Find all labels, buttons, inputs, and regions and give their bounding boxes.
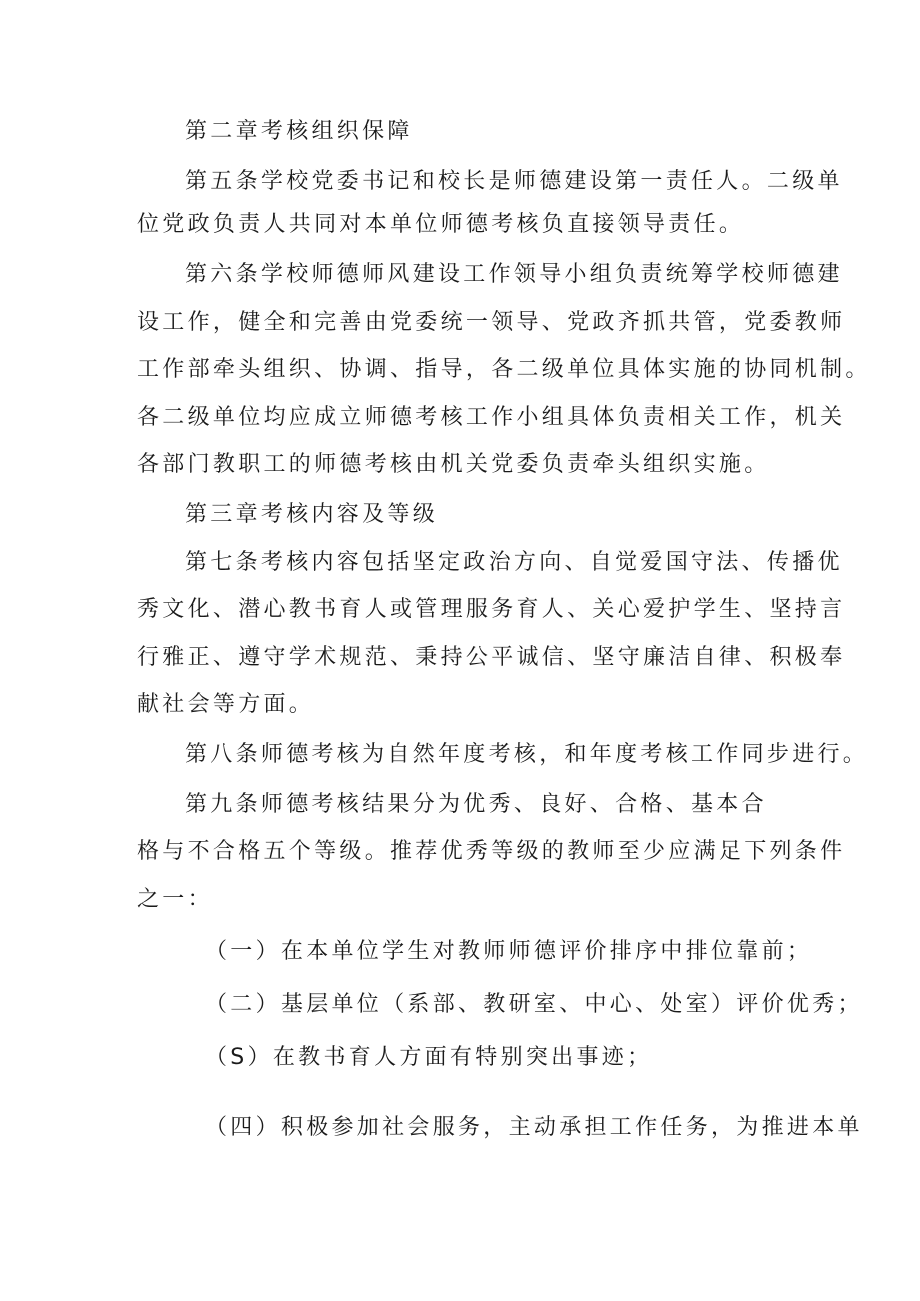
paragraph-line: 第九条师德考核结果分为优秀、良好、合格、基本合 <box>185 792 767 817</box>
paragraph-line: 各二级单位均应成立师德考核工作小组具体负责相关工作，机关 <box>137 405 846 430</box>
list-item: （S）在教书育人方面有特别突出事迹； <box>205 1045 653 1070</box>
paragraph-line: 设工作，健全和完善由党委统一领导、党政齐抓共管，党委教师 <box>137 310 846 335</box>
paragraph-line: 献社会等方面。 <box>137 692 315 717</box>
paragraph-line: 之一： <box>137 887 213 912</box>
paragraph-line: 工作部牵头组织、协调、指导，各二级单位具体实施的协同机制。 <box>137 357 871 382</box>
paragraph-line: 各部门教职工的师德考核由机关党委负责牵头组织实施。 <box>137 452 770 477</box>
paragraph-line: 第七条考核内容包括坚定政治方向、自觉爱国守法、传播优 <box>185 550 843 575</box>
chapter-heading: 第三章考核内容及等级 <box>185 502 439 527</box>
paragraph-line: 行雅正、遵守学术规范、秉持公平诚信、坚守廉洁自律、积极奉 <box>137 645 846 670</box>
list-item: （四）积极参加社会服务，主动承担工作任务，为推进本单 <box>205 1115 863 1140</box>
paragraph-line: 格与不合格五个等级。推荐优秀等级的教师至少应满足下列条件 <box>137 839 846 864</box>
list-item: （二）基层单位（系部、教研室、中心、处室）评价优秀； <box>205 992 863 1017</box>
paragraph-line: 位党政负责人共同对本单位师德考核负直接领导责任。 <box>137 212 745 237</box>
paragraph-line: 第六条学校师德师风建设工作领导小组负责统筹学校师德建 <box>185 262 843 287</box>
paragraph-line: 第八条师德考核为自然年度考核，和年度考核工作同步进行。 <box>185 742 869 767</box>
paragraph-line: 第五条学校党委书记和校长是师德建设第一责任人。二级单 <box>185 169 843 194</box>
paragraph-line: 秀文化、潜心教书育人或管理服务育人、关心爱护学生、坚持言 <box>137 597 846 622</box>
chapter-heading: 第二章考核组织保障 <box>185 119 413 144</box>
list-item: （一）在本单位学生对教师师德评价排序中排位靠前； <box>205 939 813 964</box>
